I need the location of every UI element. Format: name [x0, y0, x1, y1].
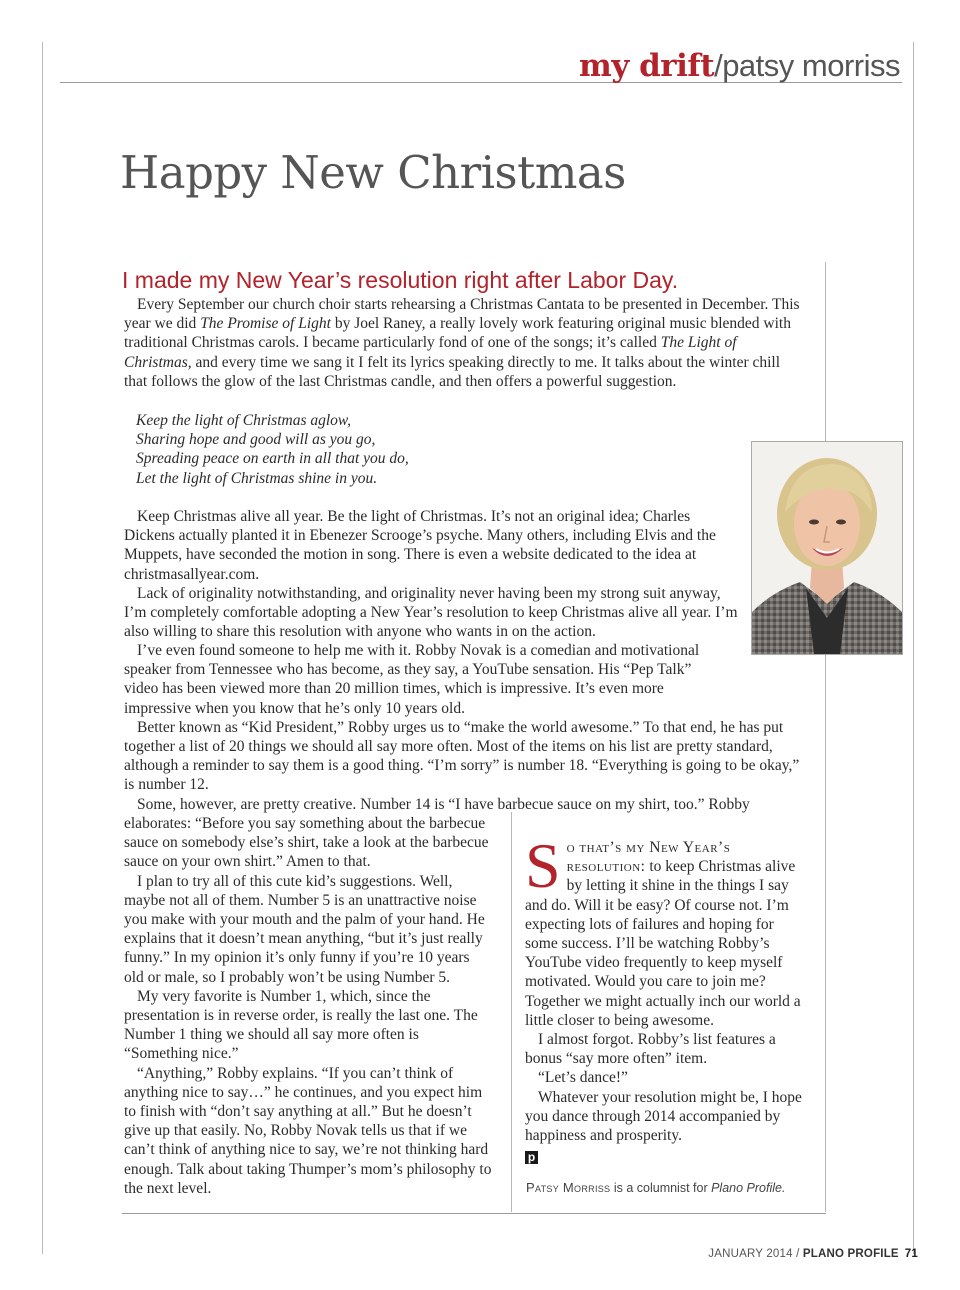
- article-subhead: I made my New Year’s resolution right after Labor Day.: [122, 267, 679, 293]
- column-divider: [511, 812, 512, 1212]
- credit-text: is a columnist for: [610, 1181, 712, 1195]
- body-paragraph: Some, however, are pretty creative. Number 14 is “I have barbecue sauce on my shirt, too.” Robby: [137, 795, 750, 813]
- masthead-author: patsy morriss: [722, 48, 900, 83]
- body-paragraph: “Anything,” Robby explains. “If you can’t think of anything nice to say…” he continues, and you expect him to finish with “don’t say anything at all.” But he doesn’t give up that easily. No, Robby Novak tells us that if we can’t think of anything nice to say, we’re not thinking hard enough. Talk about taking Thumper’s mom’s philosophy to the next level.: [124, 1064, 492, 1197]
- end-mark-row: [525, 1147, 803, 1166]
- work-title: The Promise of Light: [200, 315, 331, 333]
- body-paragraph-text: I’ve even found someone to help me with it. Robby Novak is a comedian and motivational speaker from Tennessee who has become, as they say, a YouTube sensation. His “Pep Talk” video has been viewed more than 20 million times, which is impressive. It’s even more impressive when you know that he’s only 10 years old.: [124, 642, 700, 717]
- masthead-separator: /: [714, 48, 723, 83]
- body-paragraph: My very favorite is Number 1, which, since the presentation is in reverse order, is really the last one. The Number 1 thing we should all say more often is “Something nice.”: [124, 987, 478, 1063]
- body-paragraph: elaborates: “Before you say something about the barbecue sauce on somebody else’s shirt, take a look at the barbecue sauce on your own shirt.” Amen to that.: [124, 815, 489, 871]
- body-upper-block: [124, 507, 744, 641]
- portrait-illustration: [752, 442, 902, 654]
- song-title: The Light of Christmas,: [124, 334, 737, 371]
- body-paragraph: Better known as “Kid President,” Robby urges us to “make the world awesome.” To that end, he has put together a list of 20 things we should all say more often. Most of the items on his list are pretty standard, although a reminder to say them is a good thing. “I’m sorry” is number 18. “Everything is going to be okay,” is number 12.: [124, 718, 800, 794]
- intro-text-a: Every September our church choir starts rehearsing a Christmas Cantata to be presented in December. This year we did: [124, 296, 800, 333]
- end-mark-icon: p: [525, 1151, 538, 1164]
- pullout-paragraph: [525, 830, 803, 1030]
- body-paragraph: I plan to try all of this cute kid’s suggestions. Well, maybe not all of them. Number 5 is an unattractive noise you make with your mouth and the palm of your hand. He explains that it doesn’t mean anything, “but it’s just really funny.” In my opinion it’s only funny if you’re 10 years old or male, so I probably won’t be using Number 5.: [124, 872, 485, 986]
- sidebar-rule: [825, 262, 826, 442]
- body-paragraph: Lack of originality notwithstanding, and originality never having been my strong suit anyway, I’m completely comfortable adopting a New Year’s resolution to keep Christmas alive all year. I’m also willing to share this resolution with anyone who wants in on the action.: [124, 584, 738, 641]
- body-paragraph: Whatever your resolution might be, I hope you dance through 2014 accompanied by happiness and prosperity.: [525, 1088, 802, 1145]
- lead-in: o that’s my New Year’s resolution:: [566, 839, 731, 876]
- right-column-rule: [825, 652, 826, 1212]
- credit-name: Patsy Morriss: [526, 1180, 611, 1195]
- left-page-rule: [42, 42, 43, 1254]
- page-footer: [708, 1248, 918, 1260]
- column-name: my drift: [579, 48, 715, 84]
- masthead: [579, 48, 900, 84]
- poem-line: Let the light of Christmas shine in you.: [136, 469, 378, 487]
- right-column: [525, 830, 803, 1166]
- credit-publication: Plano Profile.: [711, 1181, 786, 1195]
- intro-paragraph: [124, 295, 804, 391]
- intro-text-c: and every time we sang it I felt its lyrics speaking directly to me. It talks about the winter chill that follows the glow of the last Christmas candle, and then offers a powerful suggestion.: [124, 353, 781, 390]
- body-middle-block: [124, 641, 804, 814]
- body-paragraph: I almost forgot. Robby’s list features a bonus “say more often” item.: [525, 1031, 776, 1068]
- poem-line: Spreading peace on earth in all that you do,: [136, 450, 409, 468]
- bottom-rule: [122, 1213, 826, 1214]
- magazine-name: PLANO PROFILE: [802, 1248, 899, 1260]
- article-title: Happy New Christmas: [120, 146, 626, 199]
- poem-line: Keep the light of Christmas aglow,: [136, 412, 351, 429]
- intro-block: [124, 295, 804, 391]
- right-page-rule: [913, 42, 914, 1254]
- poem: [136, 411, 409, 488]
- left-column: [124, 814, 492, 1198]
- body-paragraph: “Let’s dance!”: [538, 1069, 628, 1087]
- body-paragraph-text: to keep Christmas alive by letting it shine in the things I say and do. Will it be easy? Of course not. I’m expecting lots of failures and hoping for some success. I’ll be watching Robby’s YouTube video frequently to keep myself motivated. Would you care to join me? Together we might actually inch our world a little closer to being awesome.: [525, 858, 801, 1029]
- page-number: 71: [904, 1248, 918, 1260]
- author-credit: [526, 1180, 785, 1195]
- intro-text-b: by Joel Raney, a really lovely work featuring original music blended with traditional Christmas carols. I became particularly fond of one of the songs; it’s called: [124, 315, 791, 352]
- author-photo: [751, 441, 903, 655]
- issue-date: JANUARY 2014 /: [708, 1248, 803, 1260]
- body-paragraph: [124, 641, 804, 718]
- body-paragraph: Keep Christmas alive all year. Be the light of Christmas. It’s not an original idea; Charles Dickens actually planted it in Ebenezer Scrooge’s psyche. Many others, including Elvis and the Muppets, have seconded the motion in song. There is even a website dedicated to the idea at christmasallyear.com.: [124, 508, 716, 583]
- poem-line: Sharing hope and good will as you go,: [136, 431, 376, 449]
- drop-cap: S: [525, 830, 561, 901]
